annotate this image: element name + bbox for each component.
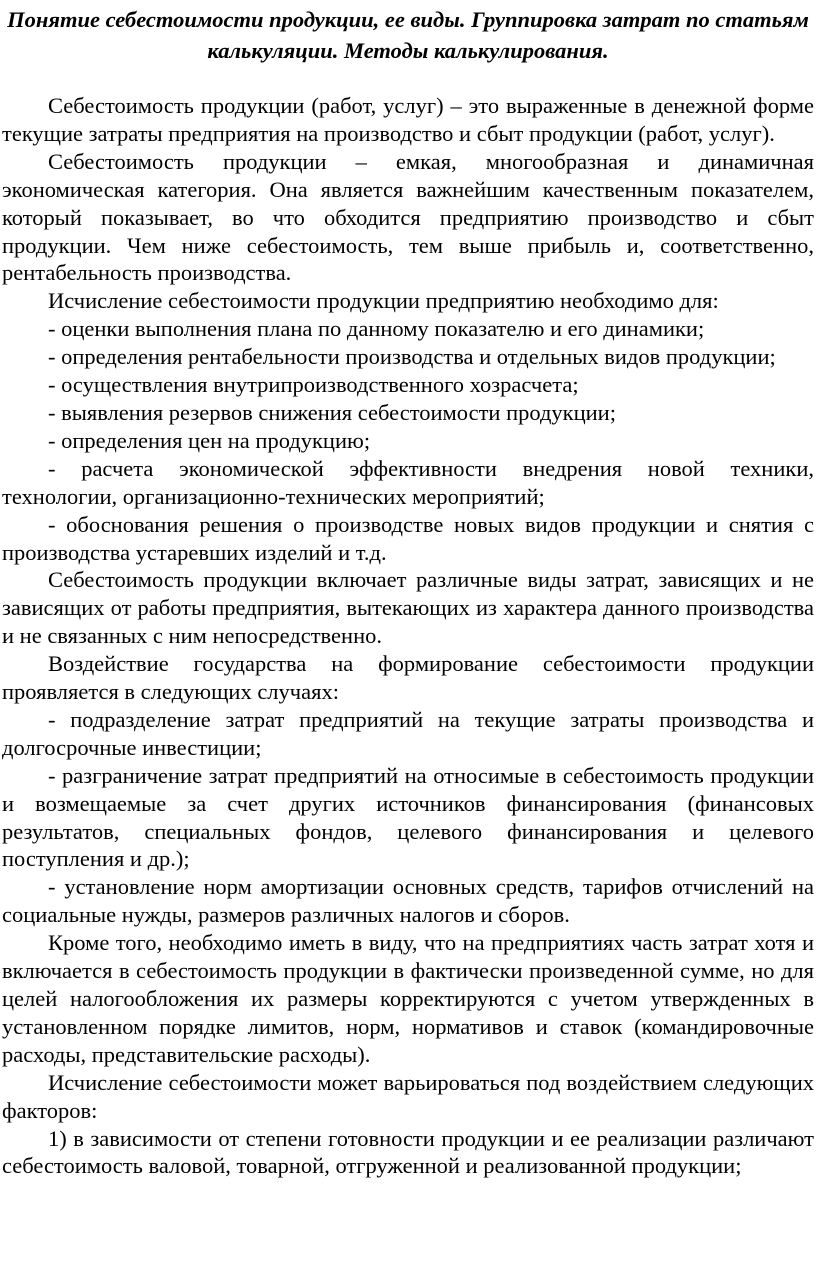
list-item: - осуществления внутрипроизводственного хозрасчета; [48,372,579,398]
paragraph: Себестоимость продукции – емкая, многообразная и динамичная экономическая категория. Она является важнейшим качественным показателем, который показывает, во что обходится предприятию производство и сбыт продукции. Чем ниже себестоимость, тем выше прибыль и, соответственно, рентабельность производства. [2,148,814,286]
paragraph: Исчисление себестоимости продукции предприятию необходимо для: [48,288,719,314]
list-item: - обоснования решения о производстве новых видов продукции и снятия с производства устаревших изделий и т.д. [2,511,814,565]
list-item: - разграничение затрат предприятий на относимые в себестоимость продукции и возмещаемые за счет других источников финансирования (финансовых результатов, специальных фондов, целевого финансирования и целевого поступления и др.); [2,762,814,872]
paragraph: Воздействие государства на формирование себестоимости продукции проявляется в следующих случаях: [2,651,814,705]
list-item: - расчета экономической эффективности внедрения новой техники, технологии, организационно-технических мероприятий; [2,455,814,509]
list-item: - подразделение затрат предприятий на текущие затраты производства и долгосрочные инвестиции; [2,706,814,760]
document-title: Понятие себестоимости продукции, ее виды. Группировка затрат по статьям калькуляции. Методы калькулирования. [7,7,809,63]
list-item: 1) в зависимости от степени готовности продукции и ее реализации различают себестоимость валовой, товарной, отгруженной и реализованной продукции; [2,1125,814,1179]
paragraph: Себестоимость продукции (работ, услуг) – это выраженные в денежной форме текущие затраты предприятия на производство и сбыт продукции (работ, услуг). [2,93,814,146]
document-body [0,92,816,1180]
paragraph: Себестоимость продукции включает различные виды затрат, зависящих и не зависящих от работы предприятия, вытекающих из характера данного производства и не связанных с ним непосредственно. [2,567,814,649]
paragraph: Исчисление себестоимости может варьироваться под воздействием следующих факторов: [2,1069,814,1123]
list-item: - выявления резервов снижения себестоимости продукции; [48,399,616,425]
list-item: - оценки выполнения плана по данному показателю и его динамики; [48,316,705,342]
list-item: - определения рентабельности производства и отдельных видов продукции; [48,344,776,370]
paragraph: Кроме того, необходимо иметь в виду, что на предприятиях часть затрат хотя и включается в себестоимость продукции в фактически произведенной сумме, но для целей налогообложения их размеры корректируются с учетом утвержденных в установленном порядке лимитов, норм, нормативов и ставок (командировочные расходы, представительские расходы). [2,930,814,1067]
list-item: - определения цен на продукцию; [48,427,371,453]
list-item: - установление норм амортизации основных средств, тарифов отчислений на социальные нужды, размеров различных налогов и сборов. [2,874,814,928]
